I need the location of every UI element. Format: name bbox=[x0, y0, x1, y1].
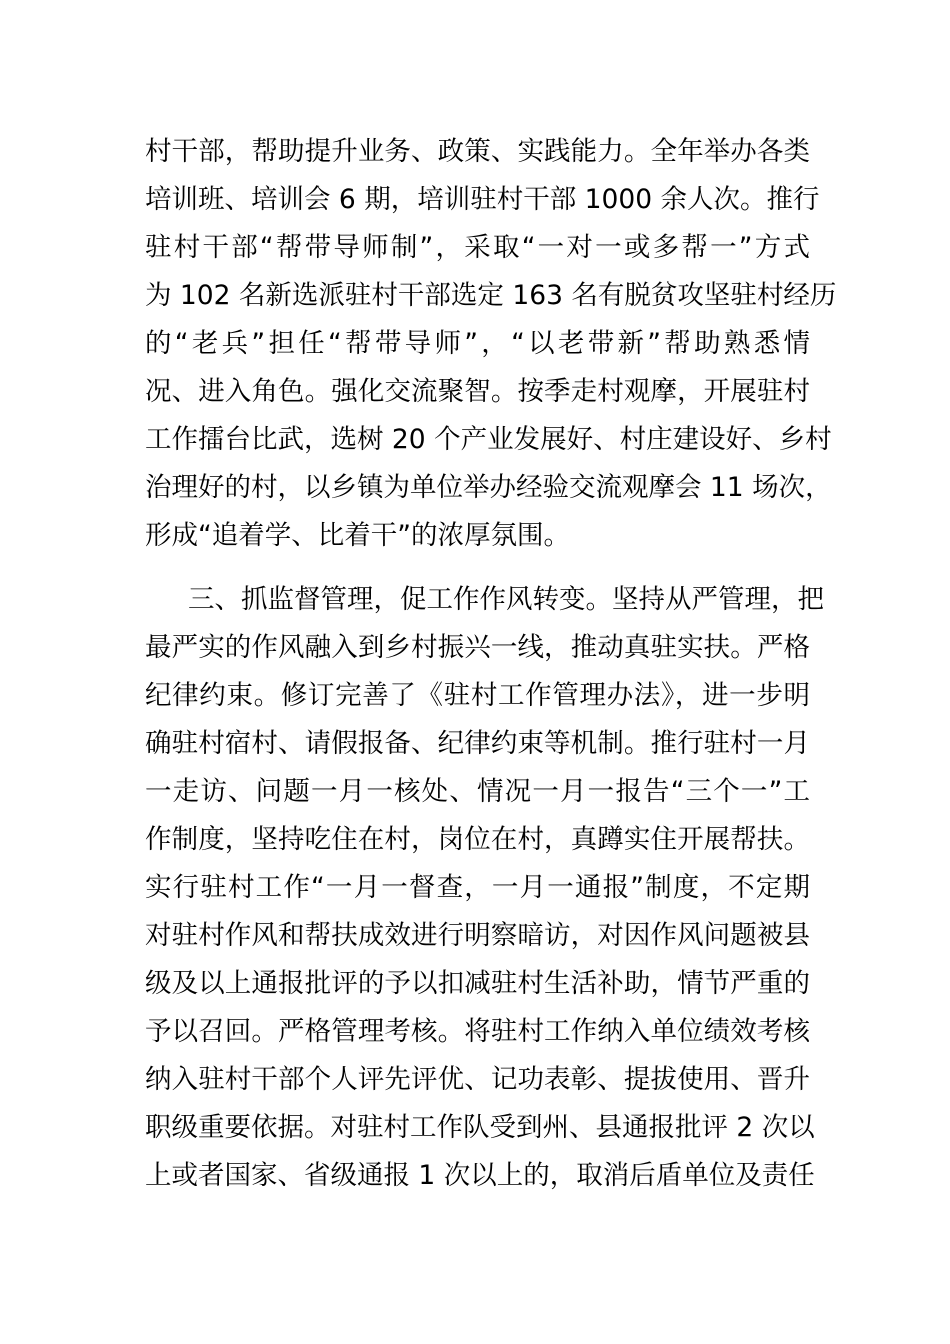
text-line: 培训班、培训会 6 期，培训驻村干部 1000 余人次。推行 bbox=[145, 184, 820, 215]
text-line: 驻村干部“帮带导师制”，采取“一对一或多帮一”方式 bbox=[145, 232, 810, 263]
text-line: 级及以上通报批评的予以扣减驻村生活补助，情节严重的 bbox=[145, 968, 810, 999]
text-line: 作制度，坚持吃住在村，岗位在村，真蹲实住开展帮扶。 bbox=[145, 824, 810, 855]
text-line: 纪律约束。修订完善了《驻村工作管理办法》，进一步明 bbox=[145, 680, 810, 711]
text-line: 予以召回。严格管理考核。将驻村工作纳入单位绩效考核 bbox=[145, 1016, 810, 1047]
text-line: 最严实的作风融入到乡村振兴一线，推动真驻实扶。严格 bbox=[145, 632, 810, 663]
text-line: 确驻村宿村、请假报备、纪律约束等机制。推行驻村一月 bbox=[145, 728, 810, 759]
text-line: 对驻村作风和帮扶成效进行明察暗访，对因作风问题被县 bbox=[145, 920, 810, 951]
text-line: 纳入驻村干部个人评先评优、记功表彰、提拔使用、晋升 bbox=[145, 1064, 810, 1095]
text-line: 况、进入角色。强化交流聚智。按季走村观摩，开展驻村 bbox=[145, 376, 810, 407]
text-line: 职级重要依据。对驻村工作队受到州、县通报批评 2 次以 bbox=[145, 1112, 815, 1143]
text-line: 实行驻村工作“一月一督查，一月一通报”制度，不定期 bbox=[145, 872, 810, 903]
text-line: 工作擂台比武，选树 20 个产业发展好、村庄建设好、乡村 bbox=[145, 424, 832, 455]
text-line: 村干部，帮助提升业务、政策、实践能力。全年举办各类 bbox=[145, 136, 810, 167]
text-line: 形成“追着学、比着干”的浓厚氛围。 bbox=[145, 520, 570, 551]
text-line: 为 102 名新选派驻村干部选定 163 名有脱贫攻坚驻村经历 bbox=[145, 280, 837, 311]
text-line: 的“老兵”担任“帮带导师”，“以老带新”帮助熟悉情 bbox=[145, 328, 810, 359]
text-line: 上或者国家、省级通报 1 次以上的，取消后盾单位及责任 bbox=[145, 1160, 815, 1191]
paragraph-heading-line: 三、抓监督管理，促工作作风转变。坚持从严管理，把 bbox=[188, 584, 824, 615]
text-line: 治理好的村，以乡镇为单位举办经验交流观摩会 11 场次， bbox=[145, 472, 832, 503]
text-line: 一走访、问题一月一核处、情况一月一报告“三个一”工 bbox=[145, 776, 810, 807]
